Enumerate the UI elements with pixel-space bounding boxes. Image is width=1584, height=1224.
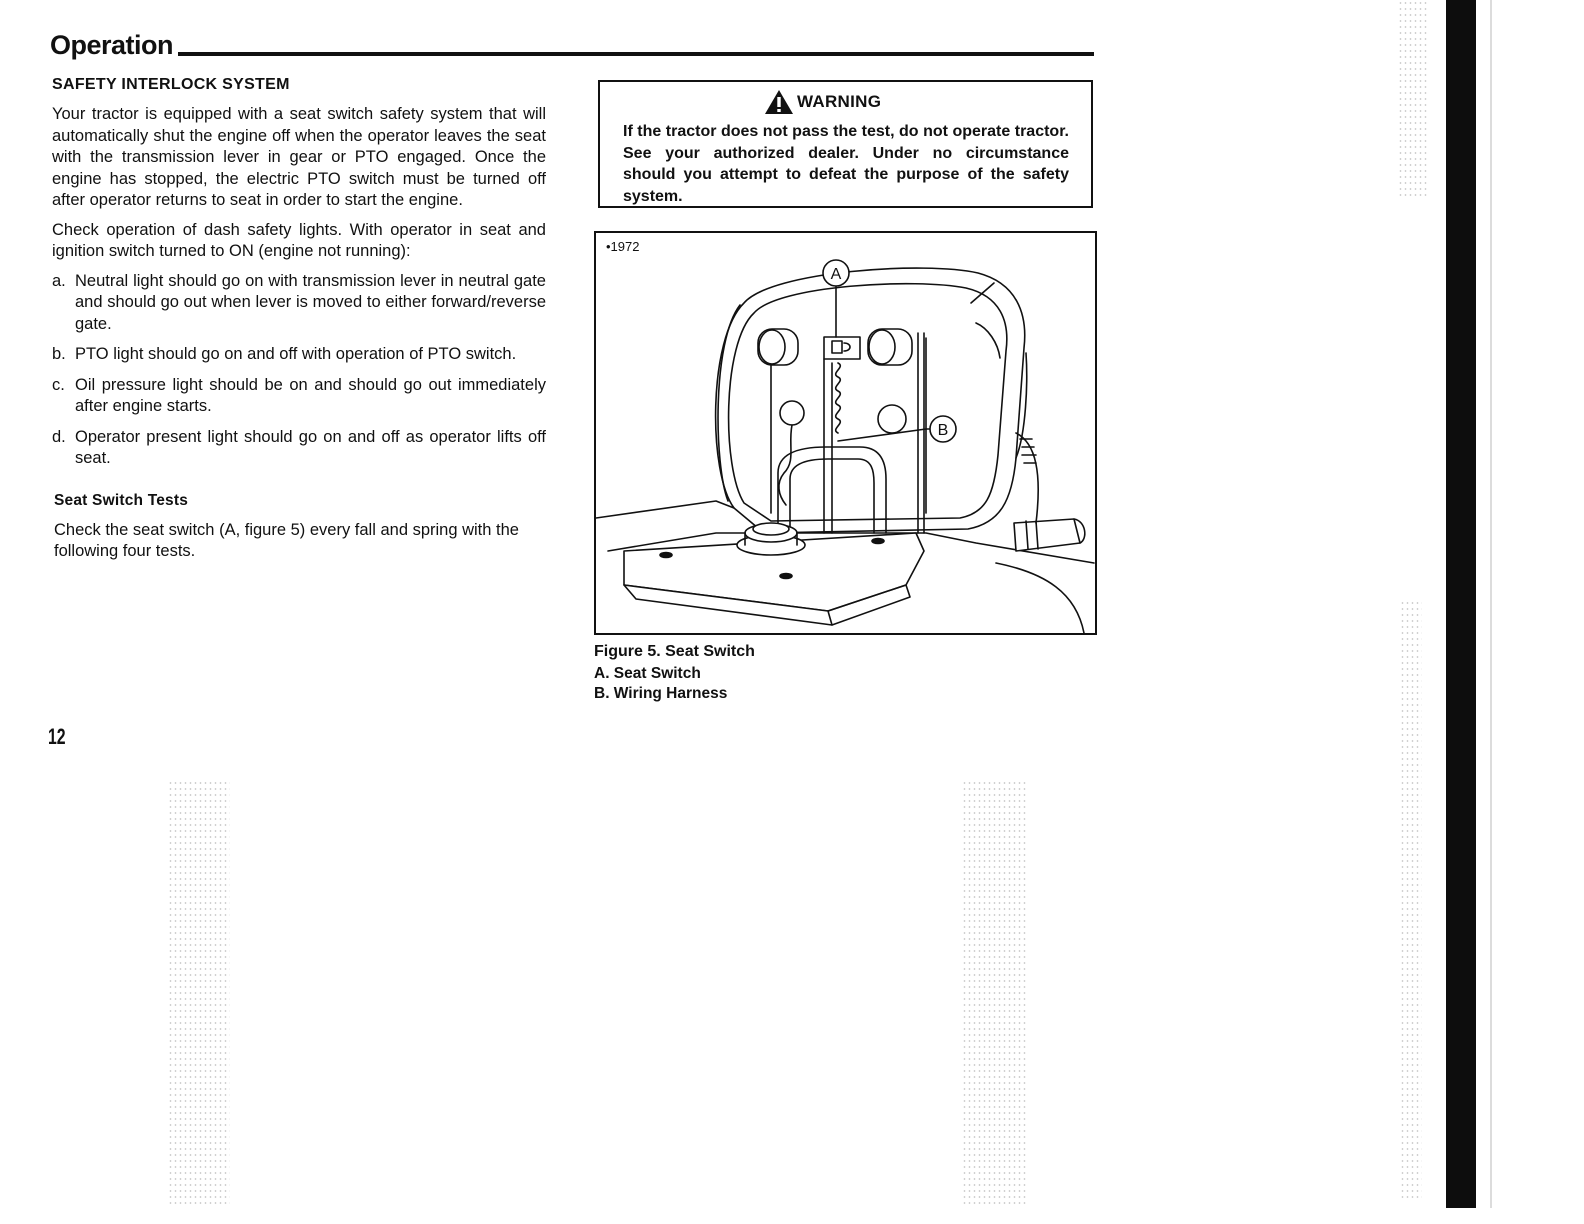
scan-speckle [168,780,230,1208]
list-item [52,344,546,366]
list-text: Oil pressure light should be on and should go out immediately after engine starts. [75,375,546,415]
warning-box [598,80,1093,208]
seat-switch-illustration [596,233,1095,633]
scan-speckle [1400,600,1422,1200]
seat-tests-paragraph: Check the seat switch (A, figure 5) every fall and spring with the following four tests. [54,520,519,560]
figure-caption [594,643,755,704]
list-item [52,375,546,418]
list-letter: a. [52,271,66,290]
caption-b: B. Wiring Harness [594,685,728,702]
list-text: PTO light should go on and off with operation of PTO switch. [75,345,517,363]
page-number: 12 [48,724,66,749]
list-text: Neutral light should go on with transmission lever in neutral gate and should go out when lever is moved to either forward/reverse gate. [75,271,546,333]
list-letter: c. [52,375,65,394]
interlock-paragraph-2: Check operation of dash safety lights. With operator in seat and ignition switch turned to ON (engine not running): [52,220,546,260]
list-letter: b. [52,345,66,363]
caption-title: Figure 5. Seat Switch [594,643,755,660]
list-item [52,427,546,470]
caption-a: A. Seat Switch [594,665,701,682]
list-letter: d. [52,427,66,446]
list-item [52,271,546,336]
scan-speckle [962,780,1026,1208]
warning-text: If the tractor does not pass the test, do not operate tractor. See your authorized dealer. Under no circumstance should you attempt to defeat the purpose of the safety system. [623,123,1069,205]
warning-header [764,89,881,115]
scan-speckle [1398,0,1428,200]
binding-edge [1446,0,1476,1208]
title-rule [178,52,1094,56]
interlock-section [52,76,546,563]
page-title: Operation [50,30,174,60]
figure-id: •1972 [606,239,640,254]
list-text: Operator present light should go on and off as operator lifts off seat. [75,427,546,467]
seat-tests-heading: Seat Switch Tests [54,491,189,509]
page-edge [1490,0,1492,1208]
interlock-paragraph-1: Your tractor is equipped with a seat switch safety system that will automatically shut the engine off when the operator leaves the seat with the transmission lever in gear or PTO engaged. Once the engine has stopped, the electric PTO switch must be turned off after operator returns to seat in order to start the engine. [52,105,546,209]
callout-a-label: A [830,266,842,283]
figure-seat-switch [594,231,1097,635]
warning-triangle-icon [764,89,794,115]
warning-title: WARNING [797,92,882,111]
interlock-heading: SAFETY INTERLOCK SYSTEM [52,76,290,93]
callout-b-label: B [937,422,949,439]
